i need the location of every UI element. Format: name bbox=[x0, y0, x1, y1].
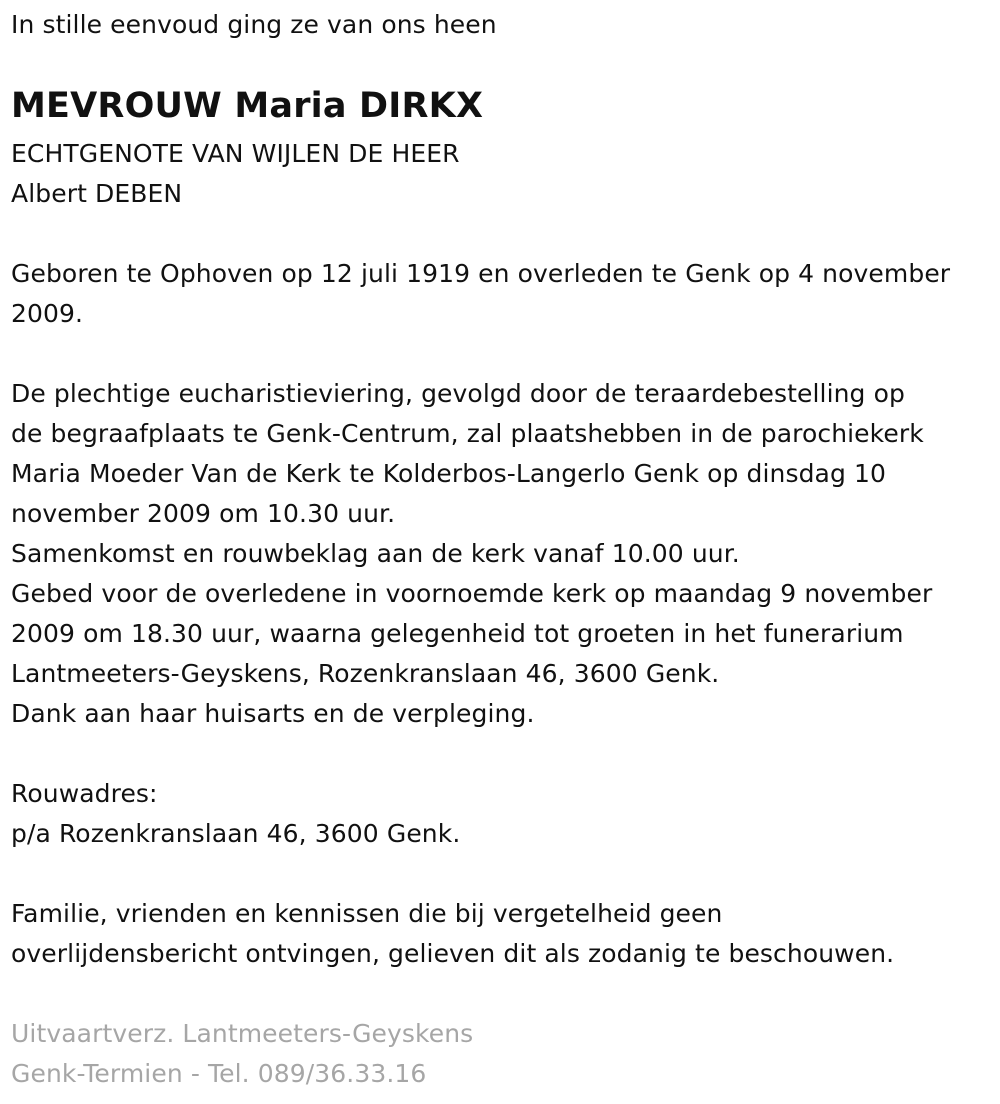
ceremony-line: Samenkomst en rouwbeklag aan de kerk vanaf 10.00 uur. bbox=[11, 539, 740, 568]
ceremony-line: Lantmeeters-Geyskens, Rozenkranslaan 46, 3600 Genk. bbox=[11, 659, 720, 688]
ceremony-line: de begraafplaats te Genk-Centrum, zal plaatshebben in de parochiekerk bbox=[11, 419, 924, 448]
deceased-name: MEVROUW Maria DIRKX bbox=[11, 86, 484, 126]
notice-line: overlijdensbericht ontvingen, gelieven dit als zodanig te beschouwen. bbox=[11, 939, 895, 968]
ceremony-line: Maria Moeder Van de Kerk te Kolderbos-Langerlo Genk op dinsdag 10 bbox=[11, 459, 887, 488]
spouse-name: Albert DEBEN bbox=[11, 179, 183, 208]
ceremony-line: De plechtige eucharistieviering, gevolgd door de teraardebestelling op bbox=[11, 379, 905, 408]
address-line: p/a Rozenkranslaan 46, 3600 Genk. bbox=[11, 819, 461, 848]
notice-line: Familie, vrienden en kennissen die bij vergetelheid geen bbox=[11, 899, 723, 928]
birth-death-line: 2009. bbox=[11, 299, 84, 328]
spouse-title: ECHTGENOTE VAN WIJLEN DE HEER bbox=[11, 139, 460, 168]
ceremony-line: Dank aan haar huisarts en de verpleging. bbox=[11, 699, 535, 728]
address-label: Rouwadres: bbox=[11, 779, 158, 808]
funeral-home-name: Uitvaartverz. Lantmeeters-Geyskens bbox=[11, 1019, 474, 1048]
ceremony-line: 2009 om 18.30 uur, waarna gelegenheid tot groeten in het funerarium bbox=[11, 619, 904, 648]
ceremony-line: november 2009 om 10.30 uur. bbox=[11, 499, 396, 528]
birth-death-line: Geboren te Ophoven op 12 juli 1919 en overleden te Genk op 4 november bbox=[11, 259, 951, 288]
ceremony-line: Gebed voor de overledene in voornoemde kerk op maandag 9 november bbox=[11, 579, 933, 608]
intro-text: In stille eenvoud ging ze van ons heen bbox=[11, 10, 497, 39]
funeral-home-contact: Genk-Termien - Tel. 089/36.33.16 bbox=[11, 1059, 427, 1088]
